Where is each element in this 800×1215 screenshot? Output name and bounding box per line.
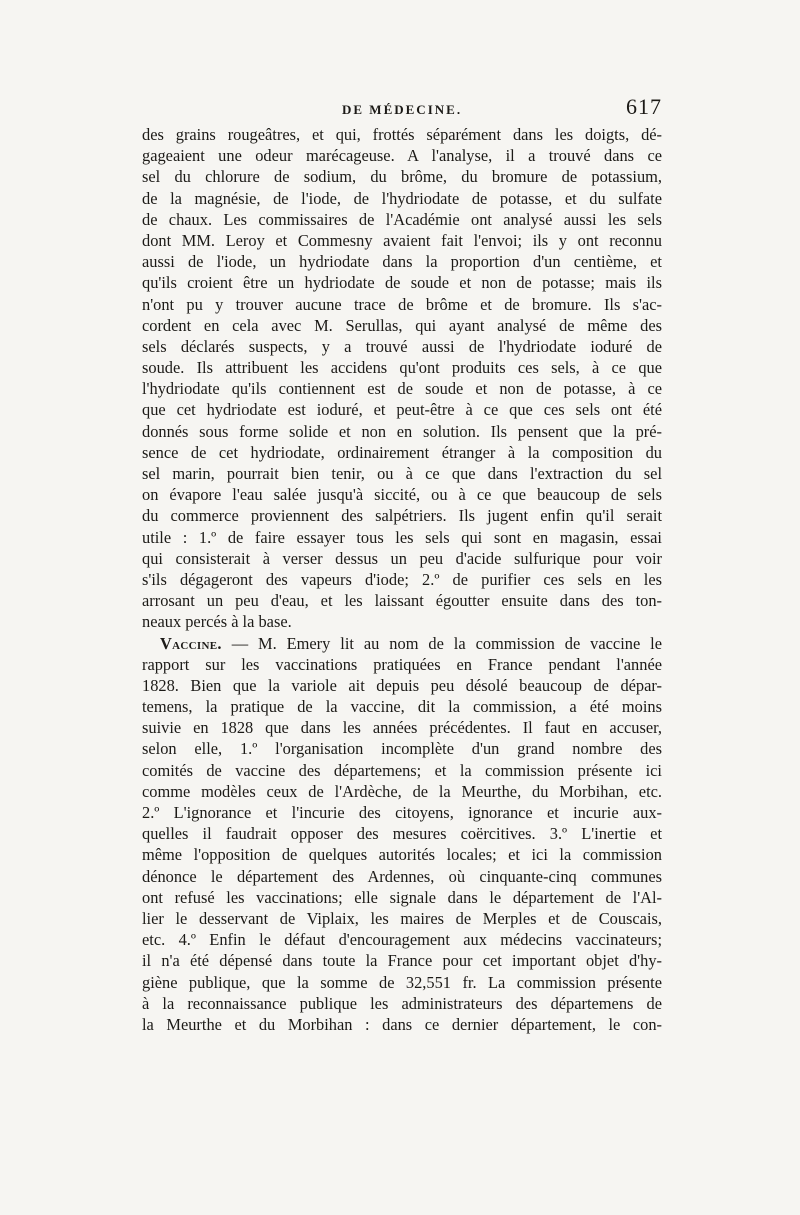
- text-line: on évapore l'eau salée jusqu'à siccité, ou à ce que beaucoup de sels: [142, 485, 662, 505]
- paragraph-sel-analysis: [142, 124, 662, 633]
- text-line: suivie en 1828 que dans les années précédentes. Il faut en accuser,: [142, 718, 662, 738]
- text-line: arrosant un peu d'eau, et les laissant égoutter ensuite dans des ton-: [142, 591, 662, 611]
- text-line: comme modèles ceux de l'Ardèche, de la Meurthe, du Morbihan, etc.: [142, 781, 662, 801]
- text-line: s'ils dégageront des vapeurs d'iode; 2.º de purifier ces sels en les: [142, 569, 662, 589]
- text-line: comités de vaccine des départemens; et la commission présente ici: [142, 760, 662, 780]
- text-line: de la magnésie, de l'iode, de l'hydriodate de potasse, et du sulfate: [142, 188, 662, 208]
- text-line: donnés sous forme solide et non en solution. Ils pensent que la pré-: [142, 421, 662, 441]
- text-line: dénonce le département des Ardennes, où cinquante-cinq communes: [142, 866, 662, 886]
- text-line: à la reconnaissance publique les administrateurs des départemens de: [142, 993, 662, 1013]
- text-line: cordent en cela avec M. Serullas, qui ayant analysé de même des: [142, 315, 662, 335]
- text-line: soude. Ils attribuent les accidens qu'ont produits ces sels, à ce que: [142, 358, 662, 378]
- text-line: lier le desservant de Viplaix, les maires de Merples et de Couscais,: [142, 908, 662, 928]
- running-title: DE MÉDECINE.: [342, 102, 463, 117]
- text-line: qu'ils croient être un hydriodate de soude et non de potasse; mais ils: [142, 273, 662, 293]
- running-head: [142, 94, 662, 124]
- text-line: giène publique, que la somme de 32,551 fr. La commission présente: [142, 972, 662, 992]
- text-line: neaux percés à la base.: [142, 612, 292, 632]
- text-line: des grains rougeâtres, et qui, frottés séparément dans les doigts, dé-: [142, 125, 662, 144]
- text-line: la Meurthe et du Morbihan : dans ce dernier département, le con-: [142, 1014, 662, 1034]
- page-number: 617: [626, 94, 662, 119]
- text-line: aussi de l'iode, un hydriodate dans la proportion d'un centième, et: [142, 252, 662, 272]
- text-line: sel du chlorure de sodium, du brôme, du bromure de potassium,: [142, 167, 662, 187]
- text-line: 2.º L'ignorance et l'incurie des citoyens, ignorance et incurie aux-: [142, 803, 662, 822]
- text-line: sels déclarés suspects, y a trouvé aussi de l'hydriodate ioduré de: [142, 336, 662, 356]
- text-line: gageaient une odeur marécageuse. A l'analyse, il a trouvé dans ce: [142, 146, 662, 166]
- section-label: Vaccine.: [160, 633, 222, 653]
- paragraph-vaccine: [142, 633, 662, 1036]
- text-line: du commerce proviennent des salpétriers. Ils jugent enfin qu'il serait: [142, 506, 662, 526]
- text-line: sel marin, pourrait bien tenir, ou à ce que dans l'extraction du sel: [142, 464, 662, 483]
- text-line: dont MM. Leroy et Commesny avaient fait l'envoi; ils y ont reconnu: [142, 230, 662, 250]
- text-line: l'hydriodate qu'ils contiennent est de soude et non de potasse, à ce: [142, 379, 662, 399]
- text-line: sence de cet hydriodate, ordinairement étranger à la composition du: [142, 442, 662, 462]
- text-line: il n'a été dépensé dans toute la France pour cet important objet d'hy-: [142, 951, 662, 971]
- text-fragment: — M. Emery lit au nom de la commission de vaccine le: [231, 633, 662, 653]
- text-line: de chaux. Les commissaires de l'Académie ont analysé aussi les sels: [142, 209, 662, 229]
- text-line: etc. 4.º Enfin le défaut d'encouragement aux médecins vaccinateurs;: [142, 930, 662, 950]
- text-line: 1828. Bien que la variole ait depuis peu désolé beaucoup de dépar-: [142, 675, 662, 695]
- text-line: qui consisterait à verser dessus un peu d'acide sulfurique pour voir: [142, 548, 662, 568]
- text-line: selon elle, 1.º l'organisation incomplète d'un grand nombre des: [142, 739, 662, 759]
- text-line: même l'opposition de quelques autorités locales; et ici la commission: [142, 845, 662, 865]
- text-line: temens, la pratique de la vaccine, dit la commission, a été moins: [142, 697, 662, 717]
- text-line: quelles il faudrait opposer des mesures coërcitives. 3.º L'inertie et: [142, 824, 662, 844]
- page-body: [142, 94, 662, 1035]
- text-line: [142, 633, 662, 654]
- text-line: que cet hydriodate est ioduré, et peut-être à ce que ces sels ont été: [142, 400, 662, 420]
- text-line: rapport sur les vaccinations pratiquées en France pendant l'année: [142, 654, 662, 674]
- text-line: utile : 1.º de faire essayer tous les sels qui sont en magasin, essai: [142, 527, 662, 547]
- text-line: n'ont pu y trouver aucune trace de brôme et de bromure. Ils s'ac-: [142, 294, 662, 314]
- text-line: ont refusé les vaccinations; elle signale dans le département de l'Al-: [142, 887, 662, 907]
